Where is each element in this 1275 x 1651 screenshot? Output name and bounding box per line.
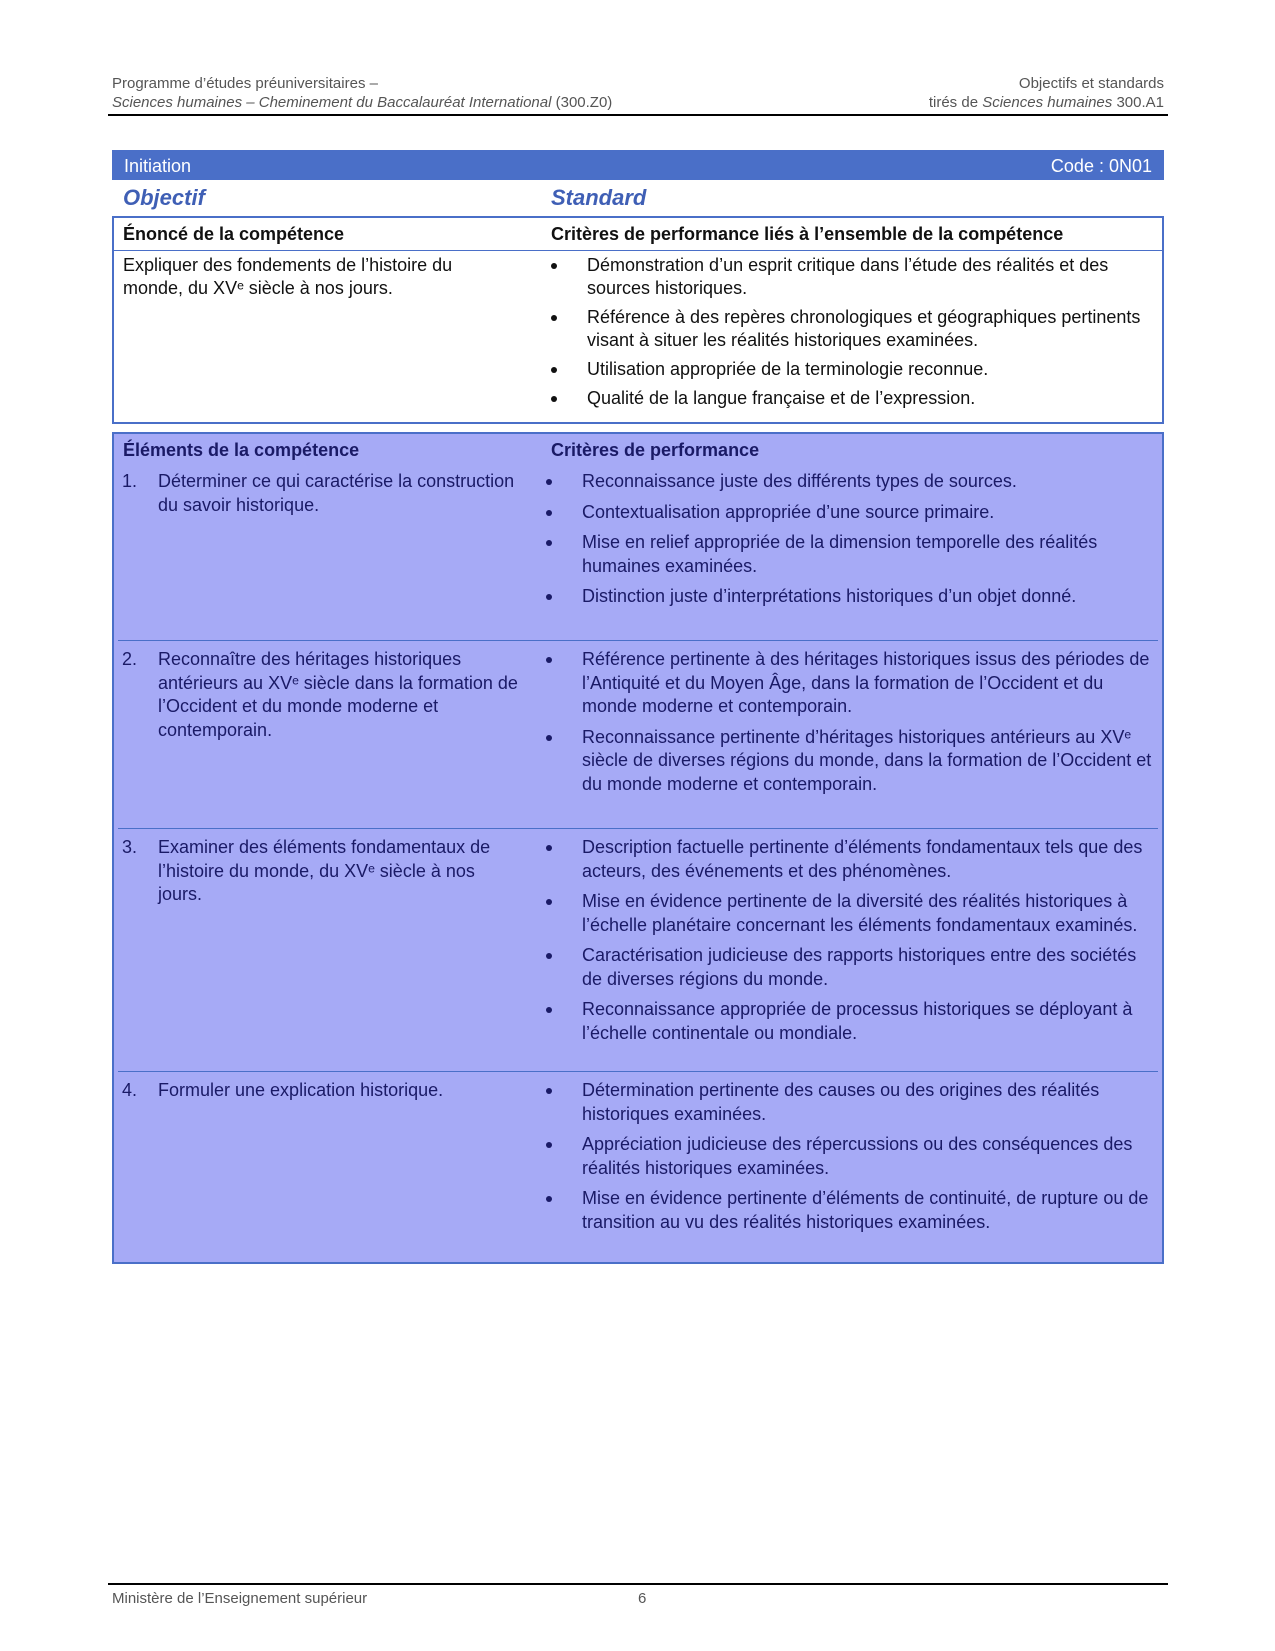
bullet-icon	[546, 1196, 552, 1202]
list-item	[551, 306, 1151, 352]
element-text: Formuler une explication historique.	[158, 1080, 444, 1100]
element-text: Déterminer ce qui caractérise la construction du savoir historique.	[158, 471, 515, 515]
bullet-icon	[546, 1088, 552, 1094]
element-item	[122, 1079, 522, 1103]
list-item	[546, 531, 1152, 578]
critere-text: Mise en relief appropriée de la dimension temporelle des réalités humaines examinées.	[582, 532, 1098, 576]
header-program-name	[112, 94, 612, 111]
course-level: Initiation	[124, 156, 192, 176]
criteres-list	[546, 1079, 1152, 1241]
critere-text: Démonstration d’un esprit critique dans l’étude des réalités et des sources historiques.	[587, 255, 1109, 298]
bullet-icon	[546, 899, 552, 905]
list-item	[546, 585, 1152, 609]
header-source	[929, 94, 1164, 111]
list-item	[546, 726, 1152, 797]
header-program-code: (300.Z0)	[551, 94, 613, 111]
criteres-list	[546, 470, 1152, 616]
element-number: 2.	[122, 649, 138, 669]
bullet-icon	[546, 735, 552, 741]
header-section-label: Objectifs et standards	[1018, 75, 1164, 92]
critere-text: Appréciation judicieuse des répercussions ou des conséquences des réalités historiques examinées.	[582, 1134, 1133, 1178]
critere-text: Mise en évidence pertinente d’éléments de continuité, de rupture ou de transition au vu des réalités historiques examinées.	[582, 1188, 1149, 1232]
bullet-icon	[546, 540, 552, 546]
course-title-bar	[112, 150, 1164, 180]
criteres-ensemble-list	[551, 254, 1151, 410]
list-item	[551, 358, 1151, 381]
bullet-icon	[551, 367, 557, 373]
element-item	[122, 648, 522, 742]
list-item	[546, 998, 1152, 1045]
list-item	[551, 254, 1151, 300]
element-item	[122, 470, 522, 517]
critere-text: Utilisation appropriée de la terminologie reconnue.	[587, 359, 989, 379]
enonce-heading: Énoncé de la compétence	[123, 224, 345, 244]
list-item	[546, 1187, 1152, 1234]
bullet-icon	[551, 396, 557, 402]
bullet-icon	[546, 845, 552, 851]
list-item	[546, 501, 1152, 525]
header-program-title: Sciences humaines – Cheminement du Baccalauréat International	[112, 94, 552, 111]
list-item	[546, 648, 1152, 719]
list-item	[546, 1133, 1152, 1180]
bullet-icon	[546, 1007, 552, 1013]
critere-text: Détermination pertinente des causes ou des origines des réalités historiques examinées.	[582, 1080, 1100, 1124]
element-number: 4.	[122, 1080, 138, 1100]
header-divider	[108, 114, 1168, 116]
list-item	[546, 1079, 1152, 1126]
criteres-heading: Critères de performance	[551, 440, 760, 460]
critere-text: Contextualisation appropriée d’une source primaire.	[582, 501, 995, 522]
header-program-label: Programme d’études préuniversitaires –	[112, 75, 378, 92]
list-item	[546, 890, 1152, 937]
critere-text: Mise en évidence pertinente de la diversité des réalités historiques à l’échelle planétaire concernant les éléments fondamentaux examinés.	[582, 891, 1138, 935]
enonce-line-1: Expliquer des fondements de l’histoire du	[123, 255, 453, 275]
header-source-title: Sciences humaines	[982, 94, 1113, 111]
criteres-ensemble-heading: Critères de performance liés à l’ensemble de la compétence	[551, 224, 1064, 244]
bullet-icon	[546, 594, 552, 600]
element-item	[122, 836, 522, 907]
critere-text: Qualité de la langue française et de l’expression.	[587, 388, 976, 408]
criteres-list	[546, 648, 1152, 803]
critere-text: Reconnaissance pertinente d’héritages historiques antérieurs au XVᵉ siècle de diverses régions du monde, dans la formation de l’Occident et du monde moderne et contemporain.	[582, 726, 1152, 794]
list-item	[546, 836, 1152, 883]
critere-text: Référence pertinente à des héritages historiques issus des périodes de l’Antiquité et du Moyen Âge, dans la formation de l’Occident et du monde moderne et contemporain.	[582, 649, 1150, 716]
footer-divider	[108, 1583, 1168, 1585]
row-divider	[118, 828, 1158, 829]
elements-heading: Éléments de la compétence	[123, 440, 360, 460]
bullet-icon	[546, 1142, 552, 1148]
bullet-icon	[546, 510, 552, 516]
competence-table	[112, 216, 1164, 424]
header-source-code: 300.A1	[1112, 94, 1164, 111]
footer-ministry: Ministère de l’Enseignement supérieur	[112, 1590, 368, 1607]
critere-text: Référence à des repères chronologiques et géographiques pertinents visant à situer les réalités historiques examinées.	[587, 307, 1141, 350]
enonce-text	[123, 254, 523, 300]
list-item	[551, 387, 1151, 410]
enonce-line-2: monde, du XVᵉ siècle à nos jours.	[123, 278, 393, 298]
bullet-icon	[546, 953, 552, 959]
element-text: Examiner des éléments fondamentaux de l’histoire du monde, du XVᵉ siècle à nos jours.	[158, 837, 491, 904]
row-divider	[118, 1071, 1158, 1072]
row-divider	[118, 640, 1158, 641]
bullet-icon	[551, 315, 557, 321]
critere-text: Caractérisation judicieuse des rapports historiques entre des sociétés de diverses régions du monde.	[582, 945, 1137, 989]
bullet-icon	[546, 657, 552, 663]
competence-header-divider	[114, 250, 1162, 251]
element-number: 1.	[122, 471, 138, 491]
list-item	[546, 944, 1152, 991]
standard-heading: Standard	[551, 185, 647, 210]
elements-table	[112, 432, 1164, 1264]
bullet-icon	[546, 479, 552, 485]
critere-text: Description factuelle pertinente d’éléments fondamentaux tels que des acteurs, des événements et des phénomènes.	[582, 837, 1143, 881]
element-text: Reconnaître des héritages historiques antérieurs au XVᵉ siècle dans la formation de l’Occident et du monde moderne et contemporain.	[158, 649, 518, 740]
critere-text: Reconnaissance appropriée de processus historiques se déployant à l’échelle continentale ou mondiale.	[582, 999, 1133, 1043]
objectif-heading: Objectif	[123, 185, 205, 210]
critere-text: Distinction juste d’interprétations historiques d’un objet donné.	[582, 586, 1077, 606]
bullet-icon	[551, 263, 557, 269]
page-number: 6	[638, 1590, 647, 1607]
element-number: 3.	[122, 837, 138, 857]
criteres-list	[546, 836, 1152, 1052]
header-source-prefix: tirés de	[928, 94, 983, 111]
critere-text: Reconnaissance juste des différents types de sources.	[582, 471, 1017, 491]
list-item	[546, 470, 1152, 494]
course-code: Code : 0N01	[1050, 156, 1152, 176]
